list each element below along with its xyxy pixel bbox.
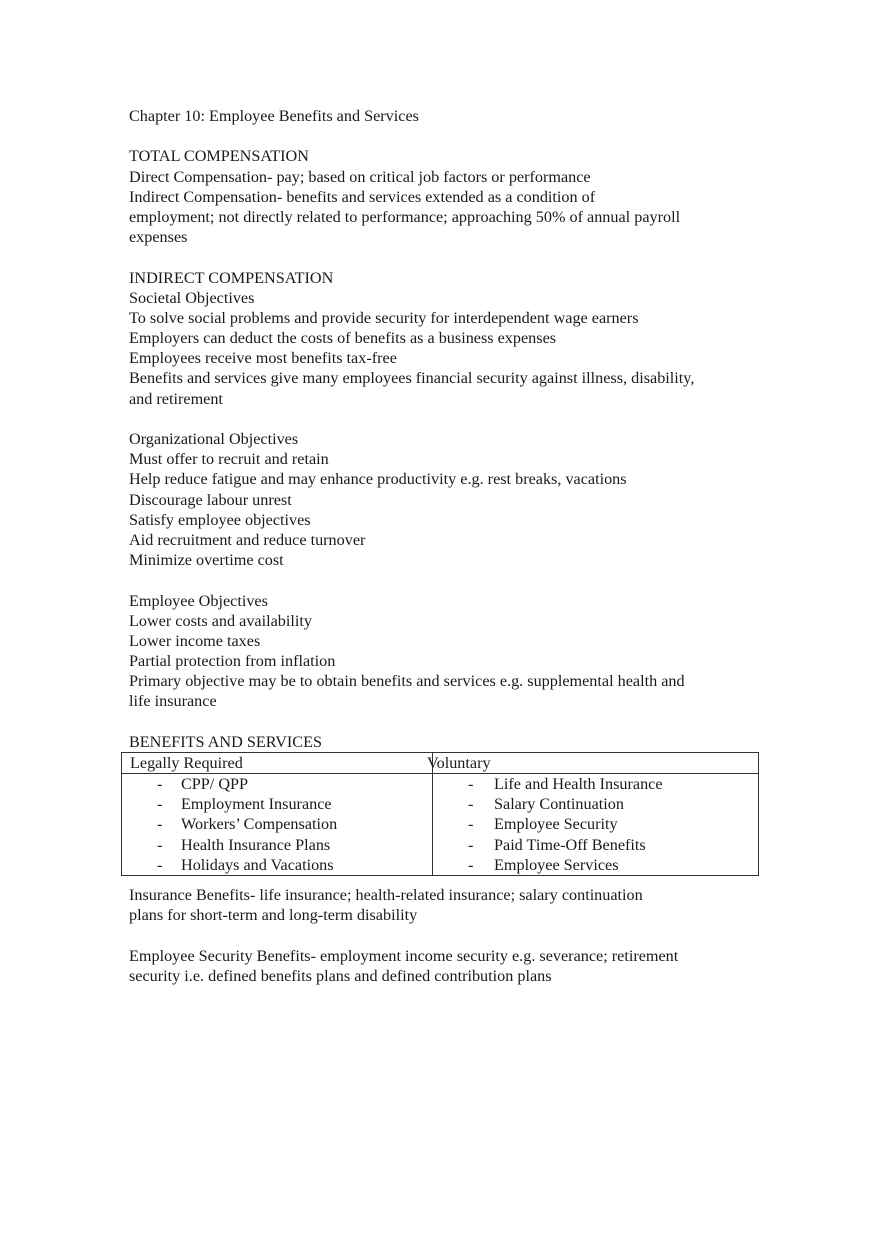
list-item: Lower income taxes [129,631,261,650]
list-item: Discourage labour unrest [129,490,292,509]
list-item: Satisfy employee objectives [129,510,311,529]
benefits-and-services-heading: BENEFITS AND SERVICES [129,732,322,751]
indirect-compensation-text-3: expenses [129,228,188,247]
list-item: Help reduce fatigue and may enhance productivity e.g. rest breaks, vacations [129,470,627,489]
chapter-title: Chapter 10: Employee Benefits and Services [129,107,419,125]
list-item: life insurance [129,692,217,711]
list-item: - Life and Health Insurance [468,775,663,793]
list-item: - Employment Insurance [157,795,332,814]
employee-objectives-heading: Employee Objectives [129,591,268,610]
insurance-benefits-text-2: plans for short-term and long-term disability [129,906,418,925]
list-item: Aid recruitment and reduce turnover [129,530,366,549]
indirect-compensation-text-2: employment; not directly related to performance; approaching 50% of annual payroll [129,207,681,226]
societal-objectives-heading: Societal Objectives [129,288,255,307]
indirect-compensation-text-1: Indirect Compensation- benefits and services extended as a condition of [129,187,596,206]
total-compensation-heading: TOTAL COMPENSATION [129,147,309,166]
list-item: Primary objective may be to obtain benefits and services e.g. supplemental health and [129,672,685,691]
table-header-row [122,753,759,774]
list-item: Employees receive most benefits tax-free [129,349,397,368]
table-row [122,774,759,876]
list-item: - Health Insurance Plans [157,835,331,854]
list-item: - Workers’ Compensation [157,815,338,834]
indirect-compensation-heading: INDIRECT COMPENSATION [129,268,334,287]
legally-required-list [122,774,432,875]
list-item: and retirement [129,389,223,408]
employee-security-benefits-text-1: Employee Security Benefits- employment income security e.g. severance; retirement [129,946,679,965]
direct-compensation-text: Direct Compensation- pay; based on critical job factors or performance [129,167,591,186]
benefits-table [121,752,759,876]
list-item: - Employee Services [468,855,619,874]
list-item: - Salary Continuation [468,795,624,814]
benefits-table-wrapper [129,752,769,874]
list-item: Partial protection from inflation [129,652,336,671]
list-item: Employers can deduct the costs of benefits as a business expenses [129,329,557,348]
document-page [129,106,769,986]
voluntary-list [433,774,758,875]
organizational-objectives-heading: Organizational Objectives [129,430,299,448]
list-item: Lower costs and availability [129,611,312,630]
insurance-benefits-text-1: Insurance Benefits- life insurance; health-related insurance; salary continuation [129,886,643,904]
list-item: - CPP/ QPP [157,775,249,793]
employee-security-benefits-text-2: security i.e. defined benefits plans and defined contribution plans [129,966,552,985]
list-item: Must offer to recruit and retain [129,450,329,469]
list-item: - Paid Time-Off Benefits [468,835,646,854]
list-item: - Holidays and Vacations [157,855,334,874]
list-item: Benefits and services give many employees financial security against illness, disability, [129,369,695,388]
legally-required-header: Legally Required [130,754,243,772]
list-item: To solve social problems and provide security for interdependent wage earners [129,308,639,327]
voluntary-header: Voluntary [427,754,491,772]
list-item: - Employee Security [468,815,618,834]
list-item: Minimize overtime cost [129,551,284,570]
